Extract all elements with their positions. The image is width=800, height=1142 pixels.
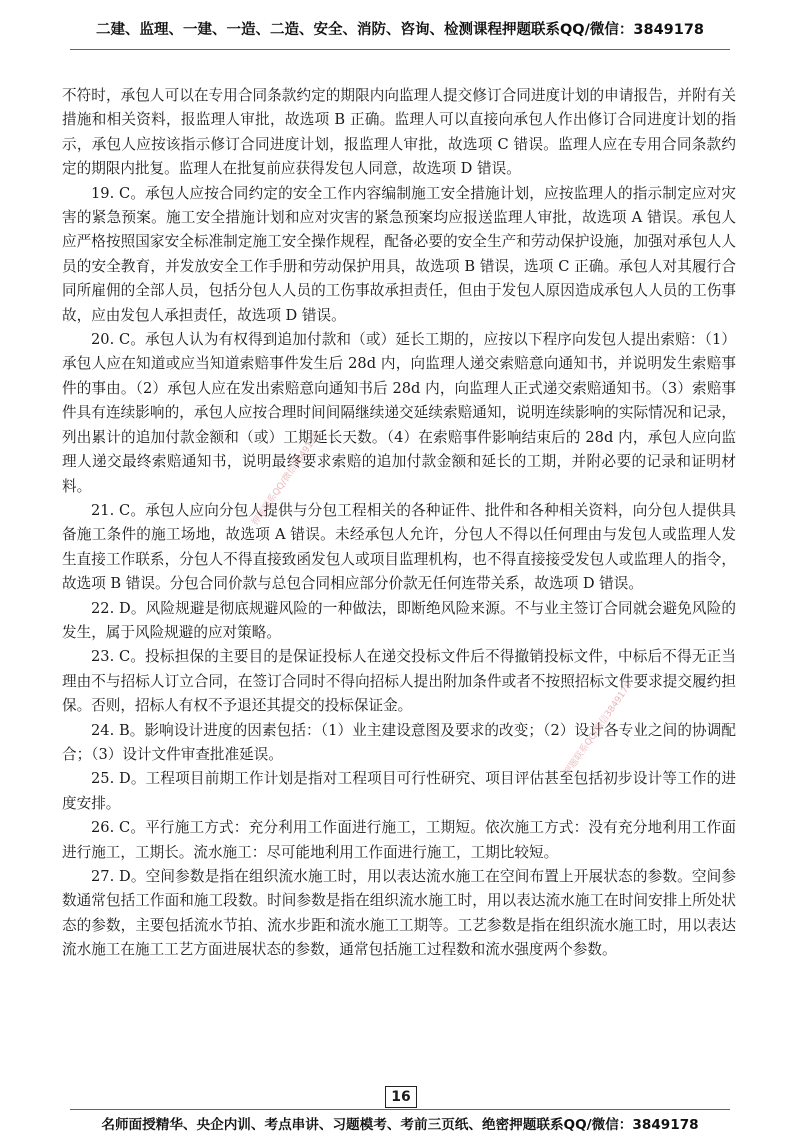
- footer-divider: [70, 1109, 730, 1110]
- header-divider: [70, 49, 730, 50]
- answer-19: 19. C。承包人应按合同约定的安全工作内容编制施工安全措施计划，应按监理人的指示制定应对灾害的紧急预案。施工安全措施计划和应对灾害的紧急预案均应报送监理人审批，故选项 A 错误。承包人应严格按照国家安全标准制定施工安全操作规程，配备必要的安全生产和劳动保护设施，加强对承包人人员的安全教育，并发放安全工作手册和劳动保护用具，故选项 B 错误，选项 C 正确。承包人对其履行合同所雇佣的全部人员，包括分包人人员的工伤事故承担责任，但由于发包人原因造成承包人人员的工伤事故，应由发包人承担责任，故选项 D 错误。: [62, 184, 736, 324]
- answer-27: 27. D。空间参数是指在组织流水施工时，用以表达流水施工在空间布置上开展状态的参数。空间参数通常包括工作面和施工段数。时间参数是指在组织流水施工时，用以表达流水施工在时间安排上所处状态的参数，主要包括流水节拍、流水步距和流水施工工期等。工艺参数是指在组织流水施工时，用以表达流水施工在施工工艺方面进展状态的参数，通常包括施工过程数和流水强度两个参数。: [62, 868, 736, 959]
- answer-21: 21. C。承包人应向分包人提供与分包工程相关的各种证件、批件和各种相关资料，向分包人提供具备施工条件的施工场地，故选项 A 错误。未经承包人允许，分包人不得以任何理由与发包人或监理人发生直接工作联系，分包人不得直接致函发包人或项目监理机构，也不得直接接受发包人或监理人的指令，故选项 B 错误。分包合同价款与总包合同相应部分价款无任何连带关系，故选项 D 错误。: [62, 501, 736, 593]
- answer-20: 20. C。承包人认为有权得到追加付款和（或）延长工期的，应按以下程序向发包人提出索赔：（1）承包人应在知道或应当知道索赔事件发生后 28d 内，向监理人递交索赔意向通知书，并说明发生索赔事件的事由。（2）承包人应在发出索赔意向通知书后 28d 内，向监理人正式递交索赔通知书。（3）索赔事件具有连续影响的，承包人应按合理时间间隔继续递交延续索赔通知，说明连续影响的实际情况和记录，列出累计的追加付款金额和（或）工期延长天数。（4）在索赔事件影响结束后的 28d 内，承包人应向监理人递交最终索赔通知书，说明最终要求索赔的追加付款金额和延长的工期，并附必要的记录和证明材料。: [62, 331, 736, 495]
- watermark-text: 押题联系QQ/微信3849178: [250, 430, 323, 528]
- page-header: 二建、监理、一建、一造、二造、安全、消防、咨询、检测课程押题联系QQ/微信：3849178: [95, 22, 705, 38]
- watermark-text: 押题联系QQ/微信3849178: [562, 680, 635, 778]
- paragraph-continuation: 不符时，承包人可以在专用合同条款约定的期限内向监理人提交修订合同进度计划的申请报告，并附有关措施和相关资料，报监理人审批，故选项 B 正确。监理人可以直接向承包人作出修订合同进度计划的指示，承包人应按该指示修订合同进度计划，报监理人审批，故选项 C 错误。监理人应在专用合同条款约定的期限内批复。监理人在批复前应获得发包人同意，故选项 D 错误。: [62, 87, 736, 178]
- answer-24: 24. B。影响设计进度的因素包括：（1）业主建设意图及要求的改变；（2）设计各专业之间的协调配合；（3）设计文件审查批准延误。: [62, 721, 736, 763]
- document-body: [62, 84, 736, 963]
- answer-22: 22. D。风险规避是彻底规避风险的一种做法，即断绝风险来源。不与业主签订合同就会避免风险的发生，属于风险规避的应对策略。: [62, 599, 736, 641]
- answer-23: 23. C。投标担保的主要目的是保证投标人在递交投标文件后不得撤销投标文件，中标后不得无正当理由不与招标人订立合同，在签订合同时不得向招标人提出附加条件或者不按照招标文件要求提交履约担保。否则，招标人有权不予退还其提交的投标保证金。: [62, 648, 736, 715]
- page-number: 16: [385, 1086, 417, 1108]
- page-footer: 名师面授精华、央企内训、考点串讲、习题模考、考前三页纸、绝密押题联系QQ/微信：3849178: [101, 1117, 699, 1133]
- answer-25: 25. D。工程项目前期工作计划是指对工程项目可行性研究、项目评估甚至包括初步设计等工作的进度安排。: [62, 770, 736, 812]
- answer-26: 26. C。平行施工方式：充分利用工作面进行施工，工期短。依次施工方式：没有充分地利用工作面进行施工，工期长。流水施工：尽可能地利用工作面进行施工，工期比较短。: [62, 819, 736, 861]
